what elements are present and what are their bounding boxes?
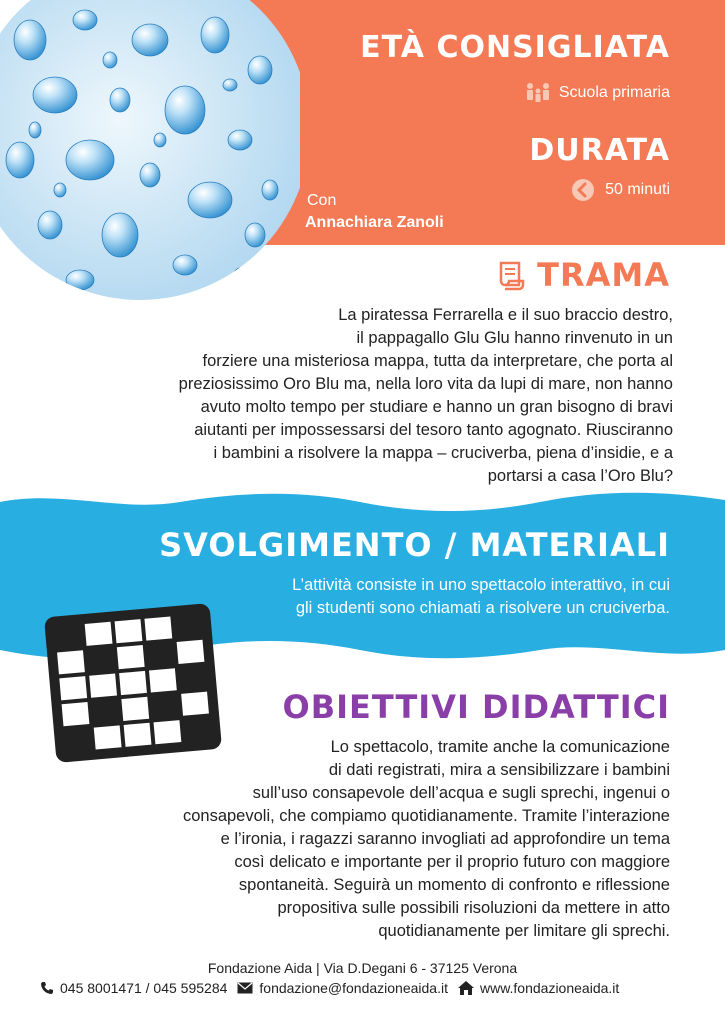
trama-line: avuto molto tempo per studiare e hanno un gran bisogno di bravi [200, 398, 673, 416]
author-name: Annachiara Zanoli [305, 214, 444, 231]
obiettivi-line: così delicato e importante per il proprio futuro con maggiore [234, 853, 670, 871]
trama-line: preziosissimo Oro Blu ma, nella loro vita da lupi di mare, non hanno [178, 375, 673, 393]
obiettivi-line: propositiva sulle possibili risoluzioni da mettere in atto [277, 899, 670, 917]
trama-line: aiutanti per impossessarsi del tesoro tanto agognato. Riusciranno [194, 421, 673, 439]
obiettivi-line: sull’uso consapevole dell’acqua e sugli sprechi, ingenui o [252, 784, 670, 802]
trama-line: portarsi a casa l’Oro Blu? [487, 467, 673, 485]
footer-contacts [40, 980, 619, 996]
obiettivi-line: quotidianamente per limitare gli sprechi. [378, 922, 670, 940]
duration-row [571, 178, 670, 202]
footer-address: Fondazione Aida | Via D.Degani 6 - 37125 Verona [207, 960, 518, 976]
age-title: ETÀ CONSIGLIATA [360, 30, 670, 65]
obiettivi-line: di dati registrati, mira a sensibilizzare i bambini [328, 761, 670, 779]
svolgimento-title: SVOLGIMENTO / MATERIALI [159, 526, 670, 564]
trama-line: forziere una misteriosa mappa, tutta da interpretare, che porta al [202, 352, 673, 370]
family-icon [525, 82, 551, 104]
trama-heading [495, 256, 670, 294]
age-value: Scuola primaria [558, 84, 670, 101]
footer-phone[interactable]: 045 8001471 / 045 595284 [60, 980, 228, 996]
phone-icon [40, 981, 54, 995]
trama-text [179, 304, 673, 488]
duration-value: 50 minuti [605, 181, 670, 198]
email-icon [237, 982, 253, 994]
obiettivi-line: spontaneità. Seguirà un momento di confronto e riflessione [238, 876, 670, 894]
obiettivi-title: OBIETTIVI DIDATTICI [282, 688, 670, 726]
obiettivi-text [183, 736, 670, 943]
trama-line: La piratessa Ferrarella e il suo braccio destro, [338, 306, 673, 324]
trama-title: TRAMA [537, 256, 670, 294]
svolgimento-line: gli studenti sono chiamati a risolvere un cruciverba. [295, 599, 670, 617]
water-drops-image [0, 0, 300, 300]
clock-icon [571, 178, 595, 202]
footer-email[interactable]: fondazione@fondazioneaida.it [259, 980, 448, 996]
trama-line: il pappagallo Glu Glu hanno rinvenuto in un [356, 329, 673, 347]
scroll-icon [495, 259, 527, 291]
trama-line: i bambini a risolvere la mappa – cruciverba, piena d’insidie, e a [213, 444, 673, 462]
home-icon [458, 981, 474, 995]
duration-title: DURATA [529, 133, 670, 168]
svolgimento-text [292, 574, 670, 620]
obiettivi-line: e l’ironia, i ragazzi saranno invogliati ad approfondire un tema [220, 830, 670, 848]
footer-website[interactable]: www.fondazioneaida.it [479, 980, 620, 996]
with-label: Con [307, 192, 337, 209]
obiettivi-line: consapevoli, che compiamo quotidianamente. Tramite l’interazione [182, 807, 670, 825]
age-row [525, 82, 670, 104]
obiettivi-line: Lo spettacolo, tramite anche la comunicazione [330, 738, 670, 756]
svolgimento-line: L’attività consiste in uno spettacolo interattivo, in cui [292, 576, 670, 594]
